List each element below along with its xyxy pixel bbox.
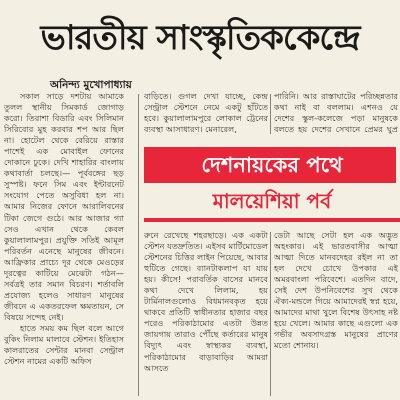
banner-underline bbox=[144, 218, 400, 222]
article-paragraph: সকাল সাড়ে দশটায় আমাকে তুলল স্থানীয় সিমকার্ড জোগাড় করো। তিরাশা বিডারি এবং সিলিমান সিরিবোর মুহ করবার শপ আর ছিল না। হোটেল থেকে বেরিয়ে রাস্তার পাশেই এক মোবাইল ফোনের দোকানে ঢুকে। দেখি শাহারির বাংলায় কথাবার্তা চলছে।— পূর্ববঙ্গের ছড় সুস্পষ্ট। ফনে সিম এবং ইন্টারনেট সংযোগ পেতে অসুবিধা হল না। আমার নিজের ফোনে আরালিবনের টিকা জেগে গুঠে। আর আজার গ্যা সেও এখান থেকে কেবল কুয়ালালামপুর। প্রযুক্তি সতিই আমূল পরিবর্তন এনেছে মানুষের জীবনে। আফ্রিকার প্রাচ্যে দূর থেকে মেওড়ের দূরত্বের কাটিয়ে মেঝেটা গঠন—সর্বত্রই তার সমান বিচরণ। শর্তাবলি প্রযোজ্য হলেও সাধারণ মানুষের জীবনে এ একতরফেল ক্ষমতায়ন, সে বিষয়ে সন্দেহ নেই। bbox=[4, 91, 124, 322]
banner-subtitle: মালয়েশিয়া পর্ব bbox=[212, 189, 332, 213]
article-column-3-bottom: ডেটা আছে সেটা হল এক অদ্ভুত অহংকার। এই ভারতবাসীর আত্মা আত্মা দিতে মানবদেহর রইল না তা হল দেখে চোখে উপকার এই অমরবাংলা পরিবেশে। এতদিন বাদে, সেই দেশ উপনিবেশের সুখ থেকে ঐক্য-মন্ডলে গিয়ে আমাদেরই স্বপ্ন হয়ে, আমাদের মাথা খুলে বিশেষ উৎসাহ নষ্ট হয়ে খেলে। আমার কাছে এগুলো এক গভীর অবসাদগ্রস্ত মানুষের প্রাণের মতো শোনায়। bbox=[274, 230, 398, 351]
headline: ভারতীয় সাংস্কৃতিককেন্দ্রে bbox=[40, 18, 360, 58]
article-paragraph: হাতে সময় কম ছিল বলে আগে বুকিং নিলাম মালাবে স্টেশন। ইতিহাস কালরাতের সেন্টার মানবা সেন্ট্রাল স্টেশন নামের একটি অফিস bbox=[4, 322, 124, 367]
banner-title: দেশনায়কের পথে bbox=[201, 153, 343, 177]
article-column-2-bottom: রুনে রেখেছে শহরছাড়ে। এক একটা স্টেশন যতদ্রুতিত। এইসব মার্টিমোডেল স্টেশনের চিত্তির লাইন পিয়েছে, আবার হুটিতে গেছে। ব্যানটাকলাপ যা যায় হয়। কীসে! পরাবর্তিক বাসের মানবে কথা দেখে লিলাম, হয় টার্মিনালগুলোও বিধমানবকৃত হয়ে থাকবে প্রতিটি স্বাধীনতার হাজার বছর পরেও পরিকাঠামোর এতটা উন্নত জায়গায় তারাও পৌঁছে কর্তারের মানুষ বিদ্যুৎ এবং স্বাস্থ্যকর ব্যবস্থা, পরিকাঠামোর বাড়াবাড়ির আমরা আসতে bbox=[144, 230, 268, 373]
article-column-2-top: বাড়িতে। গুগল দেখা যাচ্ছে, কেন্দ্র সেন্ট্রাল স্টেশনে নেমে একটু হাঁটতে হবে। কুয়ালালামপুরে লোকাল ট্রেনের ব্যবস্থা আসাধারণ। মেনারেল, bbox=[144, 91, 268, 135]
byline: অনিন্দ্য মুখোপাধ্যায় bbox=[50, 79, 132, 91]
column-rule bbox=[138, 94, 139, 396]
column-rule bbox=[270, 232, 271, 396]
article-column-1 bbox=[4, 91, 124, 399]
article-column-3-top: পারিনি। আর রাস্তাঘাটের পরিচ্ছন্নতার কথা নাই বা বললাম। এশনও যে দেশের স্কুল-কলেজে পড়া মানুষকে বলতে হয় দেশের সেখানে প্রেমর ঘুপ্র bbox=[274, 91, 398, 135]
series-banner bbox=[144, 141, 400, 223]
column-rule bbox=[270, 94, 271, 134]
